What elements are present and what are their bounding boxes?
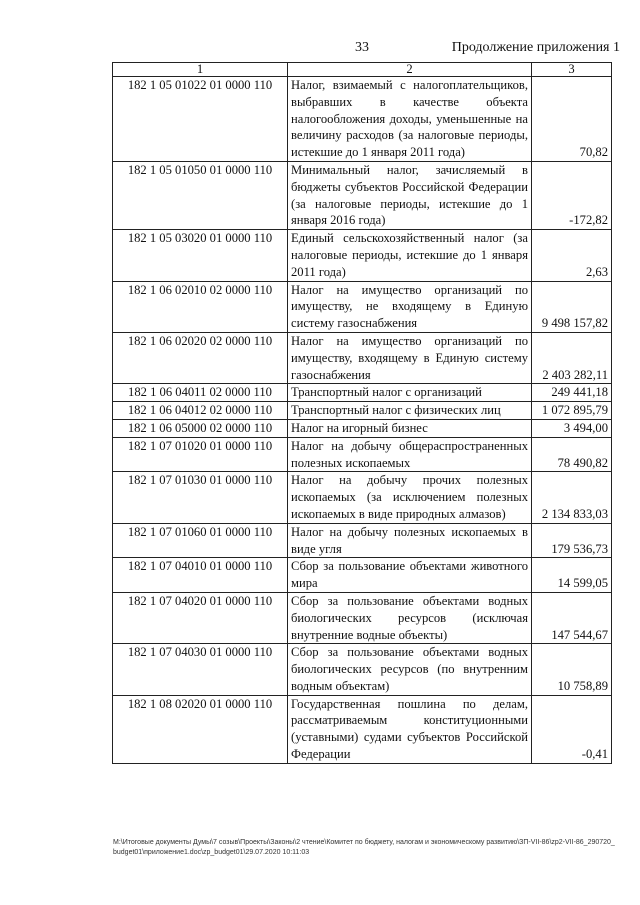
table-row xyxy=(113,402,612,420)
amount-cell: 249 441,18 xyxy=(532,384,612,402)
amount-cell: 2 134 833,03 xyxy=(532,472,612,523)
revenue-name-cell: Налог на добычу общераспространенных полезных ископаемых xyxy=(288,437,532,472)
revenue-name-cell: Сбор за пользование объектами водных биологических ресурсов (исключая внутренние водные объекты) xyxy=(288,592,532,643)
budget-code-cell: 182 1 05 01050 01 0000 110 xyxy=(113,161,288,229)
amount-cell: -172,82 xyxy=(532,161,612,229)
footer-file-path: M:\Итоговые документы Думы\7 созыв\Проекты\Законы\2 чтение\Комитет по бюджету, налогам и экономическому развитию\ЗП-VII-86\zp2-VII-86_290720_budget01\приложение1.doc\zp_budget01\29.07.2020 10:11:03 xyxy=(113,839,615,856)
table-row xyxy=(113,472,612,523)
budget-code-cell: 182 1 06 04011 02 0000 110 xyxy=(113,384,288,402)
revenue-table xyxy=(112,62,612,764)
amount-cell: 70,82 xyxy=(532,77,612,162)
revenue-name-cell: Налог на добычу прочих полезных ископаемых (за исключением полезных ископаемых в виде природных алмазов) xyxy=(288,472,532,523)
table-row xyxy=(113,558,612,593)
continuation-label: Продолжение приложения 1 xyxy=(451,40,620,55)
amount-cell: 78 490,82 xyxy=(532,437,612,472)
budget-code-cell: 182 1 05 01022 01 0000 110 xyxy=(113,77,288,162)
amount-cell: 3 494,00 xyxy=(532,419,612,437)
amount-cell: 147 544,67 xyxy=(532,592,612,643)
table-row xyxy=(113,437,612,472)
budget-code-cell: 182 1 07 04010 01 0000 110 xyxy=(113,558,288,593)
revenue-name-cell: Минимальный налог, зачисляемый в бюджеты субъектов Российской Федерации (за налоговые периоды, истекшие до 1 января 2016 года) xyxy=(288,161,532,229)
amount-cell: 10 758,89 xyxy=(532,644,612,695)
revenue-name-cell: Транспортный налог с организаций xyxy=(288,384,532,402)
table-row xyxy=(113,161,612,229)
revenue-name-cell: Налог на игорный бизнес xyxy=(288,419,532,437)
column-number: 3 xyxy=(532,63,612,77)
table-row xyxy=(113,695,612,763)
revenue-name-cell: Сбор за пользование объектами животного мира xyxy=(288,558,532,593)
revenue-name-cell: Налог на добычу полезных ископаемых в виде угля xyxy=(288,523,532,558)
amount-cell: 14 599,05 xyxy=(532,558,612,593)
table-row xyxy=(113,77,612,162)
table-row xyxy=(113,644,612,695)
column-number-row xyxy=(113,63,612,77)
budget-code-cell: 182 1 06 04012 02 0000 110 xyxy=(113,402,288,420)
table-row xyxy=(113,384,612,402)
column-number: 1 xyxy=(113,63,288,77)
budget-code-cell: 182 1 07 01060 01 0000 110 xyxy=(113,523,288,558)
table-row xyxy=(113,332,612,383)
column-number: 2 xyxy=(288,63,532,77)
table-row xyxy=(113,281,612,332)
budget-code-cell: 182 1 06 02010 02 0000 110 xyxy=(113,281,288,332)
budget-code-cell: 182 1 05 03020 01 0000 110 xyxy=(113,230,288,281)
amount-cell: 1 072 895,79 xyxy=(532,402,612,420)
revenue-name-cell: Государственная пошлина по делам, рассматриваемым конституционными (уставными) судами субъектов Российской Федерации xyxy=(288,695,532,763)
revenue-name-cell: Сбор за пользование объектами водных биологических ресурсов (по внутренним водным объектам) xyxy=(288,644,532,695)
table-row xyxy=(113,230,612,281)
table-row xyxy=(113,523,612,558)
budget-code-cell: 182 1 07 01020 01 0000 110 xyxy=(113,437,288,472)
amount-cell: 179 536,73 xyxy=(532,523,612,558)
revenue-name-cell: Налог, взимаемый с налогоплательщиков, выбравших в качестве объекта налогообложения доходы, уменьшенные на величину расходов (за налоговые периоды, истекшие до 1 января 2011 года) xyxy=(288,77,532,162)
amount-cell: 9 498 157,82 xyxy=(532,281,612,332)
budget-code-cell: 182 1 06 02020 02 0000 110 xyxy=(113,332,288,383)
table-row xyxy=(113,592,612,643)
revenue-name-cell: Транспортный налог с физических лиц xyxy=(288,402,532,420)
budget-code-cell: 182 1 06 05000 02 0000 110 xyxy=(113,419,288,437)
budget-code-cell: 182 1 08 02020 01 0000 110 xyxy=(113,695,288,763)
revenue-name-cell: Налог на имущество организаций по имуществу, не входящему в Единую систему газоснабжения xyxy=(288,281,532,332)
revenue-name-cell: Единый сельскохозяйственный налог (за налоговые периоды, истекшие до 1 января 2011 года) xyxy=(288,230,532,281)
page-number: 33 xyxy=(355,40,369,55)
revenue-name-cell: Налог на имущество организаций по имуществу, входящему в Единую систему газоснабжения xyxy=(288,332,532,383)
amount-cell: -0,41 xyxy=(532,695,612,763)
amount-cell: 2 403 282,11 xyxy=(532,332,612,383)
amount-cell: 2,63 xyxy=(532,230,612,281)
budget-code-cell: 182 1 07 01030 01 0000 110 xyxy=(113,472,288,523)
budget-code-cell: 182 1 07 04030 01 0000 110 xyxy=(113,644,288,695)
budget-code-cell: 182 1 07 04020 01 0000 110 xyxy=(113,592,288,643)
table-row xyxy=(113,419,612,437)
